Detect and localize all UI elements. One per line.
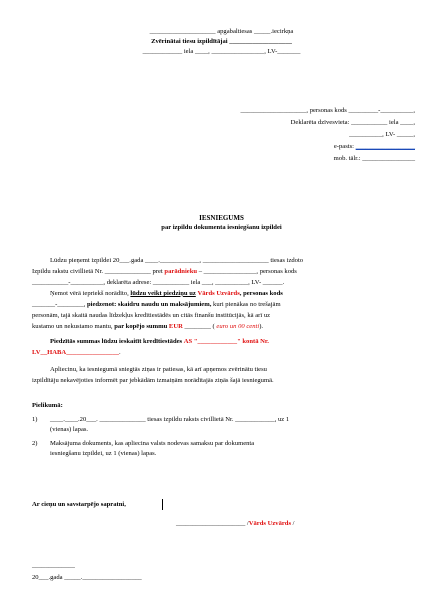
attachment-1-line1: ____.____.20___. ______________ tiesas izpildu raksts civillietā Nr. ____________, uz 1 bbox=[50, 416, 290, 423]
account-number: LV__HABA________________ bbox=[32, 349, 119, 356]
para2-line2 bbox=[32, 301, 281, 309]
email-label: e-pasts: bbox=[333, 143, 354, 150]
signature-end: / bbox=[291, 520, 295, 527]
debtor-label: parādnieku bbox=[164, 268, 198, 275]
sum-in-words: euro un 00 centi bbox=[216, 323, 260, 330]
para4-line1: Apliecinu, ka iesniegumā sniegtās ziņas ir patiesas, kā arī apņemos zvērinātu tiesu bbox=[50, 366, 267, 373]
signature-blank: _____________________ / bbox=[176, 520, 249, 527]
para2-text4: kustamo un nekustamo mantu, bbox=[32, 323, 113, 330]
para1-line1: Lūdzu pieņemt izpildei 20___.gada ____.____________, ____________________ tiesas izdoto bbox=[50, 257, 304, 264]
court-header-line1: ____________________ apgabaltiesas _____.iecirkņa bbox=[149, 28, 294, 35]
para1-line2 bbox=[32, 268, 297, 276]
para2-bold: lūdzu veikt piedziņu uz bbox=[130, 290, 196, 297]
court-header-line2: Zvērinātai tiesu izpildītājai ___________________ bbox=[151, 38, 292, 45]
document-title: IESNIEGUMS bbox=[199, 214, 244, 222]
attachment-1-line2: (vienas) lapas. bbox=[50, 426, 89, 433]
applicant-city: __________, LV- _____, bbox=[349, 131, 415, 138]
account-end: . bbox=[118, 349, 121, 356]
date-blank-line: _____________ bbox=[32, 562, 75, 569]
document-subtitle: par izpildu dokumenta iesniegšanu izpildei bbox=[161, 224, 282, 231]
sum-end: ). bbox=[259, 323, 264, 330]
payment-instruction: Piedzītās summas lūdzu ieskaitīt kredītiestādes bbox=[50, 338, 183, 345]
court-header-line3: ____________ iela ____, ________________, LV-_______ bbox=[142, 48, 301, 55]
attachment-2-line1: Maksājuma dokuments, kas apliecina valsts nodevas samaksu par dokumenta bbox=[50, 440, 255, 447]
signature-line bbox=[176, 520, 295, 528]
para2-bold-end: , personas kods bbox=[239, 290, 283, 297]
para3-line1 bbox=[50, 338, 269, 346]
para2-text: Ņemot vērā iepriekš norādīto, bbox=[50, 290, 129, 297]
applicant-phone: mob. tālr.: ________________ bbox=[333, 155, 415, 162]
attachment-2-line2: iesniegšanu izpildei, uz 1 (vienas) lapas. bbox=[50, 450, 157, 457]
total-sum-label: par kopējo summu bbox=[114, 323, 168, 330]
currency: EUR bbox=[168, 323, 183, 330]
attachments-label: Pielikumā: bbox=[32, 402, 63, 409]
para1-text: Izpildu rakstu civillietā Nr. ______________ pret bbox=[32, 268, 163, 275]
date-line: 20___.gada _____.__________________ bbox=[32, 574, 142, 581]
para2-code: _______-________, bbox=[32, 301, 86, 308]
para1-text-end: – ________________, personas kods bbox=[198, 268, 297, 275]
para1-line3: ___________-__________, deklarēta adrese: ___________ iela ___, __________, LV- ______. bbox=[32, 279, 285, 286]
attachment-1-num: 1) bbox=[32, 416, 38, 423]
creditor-name: Vārds Uzvārds bbox=[197, 290, 240, 297]
para3-line2 bbox=[32, 349, 121, 357]
para4-line2: izpildītāju nekavējoties informēt par jebkādām izmaiņām norādītajās ziņās šajā iesniegumā. bbox=[32, 377, 274, 384]
para2-line1 bbox=[50, 290, 283, 298]
para2-line4 bbox=[32, 323, 263, 331]
applicant-line1: ____________________, personas kods _________-__________, bbox=[240, 107, 415, 114]
applicant-email bbox=[334, 143, 415, 151]
attachment-2-num: 2) bbox=[32, 440, 38, 447]
email-value[interactable]: __________________ bbox=[355, 143, 415, 150]
para2-text2: kuri pienākas no trešajām bbox=[213, 301, 281, 308]
sum-blank: ________ ( bbox=[184, 323, 215, 330]
text-cursor bbox=[162, 499, 163, 510]
signature-name: Vārds Uzvārds bbox=[248, 520, 292, 527]
applicant-address: Deklarēta dzīvesvieta: ___________ iela ____, bbox=[290, 119, 415, 126]
para2-bold2: piedzenot: skaidru naudu un maksājumiem, bbox=[86, 301, 212, 308]
para2-line3: personām, tajā skaitā naudas līdzekļus kredītiestādēs un citās finanšu institūcijās, kā arī uz bbox=[32, 312, 271, 319]
bank-name: AS "____________" kontā Nr. bbox=[183, 338, 269, 345]
closing-phrase: Ar cieņu un savstarpējo sapratni, bbox=[32, 501, 126, 508]
